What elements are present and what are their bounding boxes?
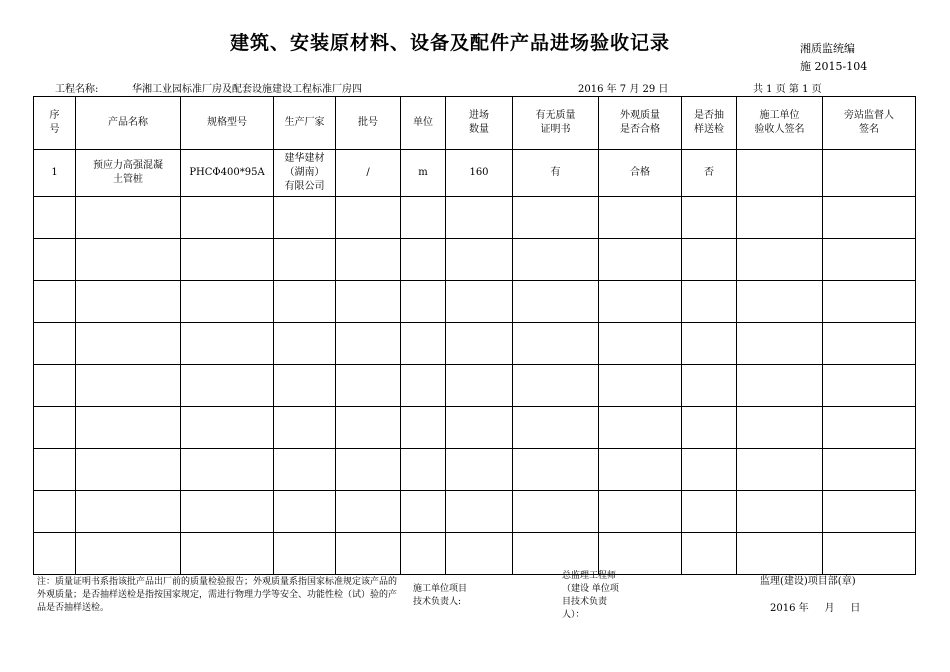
empty-cell [737, 491, 823, 533]
empty-cell [737, 365, 823, 407]
empty-cell [513, 491, 599, 533]
column-header: 批号 [336, 97, 401, 150]
empty-cell [336, 533, 401, 575]
empty-cell [34, 281, 76, 323]
empty-cell [682, 323, 737, 365]
empty-cell [737, 323, 823, 365]
empty-cell [274, 239, 336, 281]
empty-cell [401, 407, 446, 449]
empty-table-row [34, 449, 916, 491]
acceptance-table [33, 96, 916, 575]
empty-cell [181, 491, 274, 533]
empty-cell [336, 491, 401, 533]
table-header-row [34, 97, 916, 150]
empty-table-row [34, 197, 916, 239]
table-cell: 预应力高强混凝 土管桩 [76, 150, 181, 197]
empty-cell [446, 491, 513, 533]
empty-cell [513, 407, 599, 449]
empty-cell [446, 407, 513, 449]
empty-cell [599, 239, 682, 281]
empty-table-row [34, 491, 916, 533]
empty-cell [446, 197, 513, 239]
table-cell: 合格 [599, 150, 682, 197]
empty-cell [599, 533, 682, 575]
empty-cell [274, 449, 336, 491]
empty-cell [513, 449, 599, 491]
empty-table-row [34, 533, 916, 575]
empty-table-row [34, 365, 916, 407]
empty-cell [76, 239, 181, 281]
empty-cell [401, 281, 446, 323]
empty-cell [513, 533, 599, 575]
empty-cell [599, 365, 682, 407]
column-header: 是否抽 样送检 [682, 97, 737, 150]
empty-cell [513, 323, 599, 365]
empty-cell [682, 449, 737, 491]
table-cell: 160 [446, 150, 513, 197]
empty-cell [76, 407, 181, 449]
empty-cell [737, 239, 823, 281]
empty-cell [76, 323, 181, 365]
empty-cell [34, 407, 76, 449]
empty-cell [34, 239, 76, 281]
empty-cell [76, 449, 181, 491]
empty-cell [401, 533, 446, 575]
empty-cell [599, 491, 682, 533]
table-cell: 1 [34, 150, 76, 197]
project-name: 华湘工业园标准厂房及配套设施建设工程标准厂房四 [132, 84, 362, 95]
empty-cell [336, 407, 401, 449]
empty-cell [599, 281, 682, 323]
empty-cell [737, 533, 823, 575]
form-code-line2: 施 2015-104 [800, 60, 868, 73]
empty-cell [446, 449, 513, 491]
empty-table-row [34, 281, 916, 323]
empty-cell [34, 197, 76, 239]
empty-cell [274, 533, 336, 575]
empty-cell [682, 365, 737, 407]
column-header: 产品名称 [76, 97, 181, 150]
empty-cell [181, 281, 274, 323]
table-body [34, 97, 916, 575]
empty-cell [76, 197, 181, 239]
empty-cell [274, 365, 336, 407]
page-count: 共 1 页 第 1 页 [753, 84, 822, 95]
empty-cell [513, 239, 599, 281]
empty-cell [823, 281, 916, 323]
empty-cell [446, 281, 513, 323]
empty-cell [446, 533, 513, 575]
table-cell: 有 [513, 150, 599, 197]
empty-cell [823, 365, 916, 407]
construction-signature-label: 施工单位项目 技术负责人: [413, 584, 468, 607]
empty-cell [274, 323, 336, 365]
empty-cell [336, 197, 401, 239]
empty-cell [401, 365, 446, 407]
empty-cell [823, 323, 916, 365]
empty-cell [274, 197, 336, 239]
empty-cell [34, 491, 76, 533]
empty-cell [682, 281, 737, 323]
empty-cell [737, 281, 823, 323]
empty-cell [682, 407, 737, 449]
empty-cell [682, 239, 737, 281]
footnote: 注：质量证明书系指该批产品出厂前的质量检验报告；外观质量系指国家标准规定该产品的外观质量；是否抽样送检是指按国家规定，需进行物理力学等安全、功能性检（试）验的产品是否抽样送检。 [37, 577, 398, 613]
empty-cell [274, 281, 336, 323]
empty-cell [513, 365, 599, 407]
table-cell [737, 150, 823, 197]
column-header: 外观质量 是否合格 [599, 97, 682, 150]
table-cell: / [336, 150, 401, 197]
empty-cell [401, 449, 446, 491]
supervisor-signature-label: 总监理工程师 （建设 单位项 目技术负责 人）： [562, 571, 619, 620]
empty-cell [823, 491, 916, 533]
empty-cell [336, 239, 401, 281]
empty-cell [336, 323, 401, 365]
empty-cell [76, 491, 181, 533]
empty-cell [274, 407, 336, 449]
table-cell: PHCΦ400*95A [181, 150, 274, 197]
column-header: 进场 数量 [446, 97, 513, 150]
column-header: 生产厂家 [274, 97, 336, 150]
empty-cell [401, 323, 446, 365]
empty-cell [181, 323, 274, 365]
empty-table-row [34, 407, 916, 449]
table-cell: 否 [682, 150, 737, 197]
empty-cell [446, 323, 513, 365]
empty-cell [34, 449, 76, 491]
record-date: 2016 年 7 月 29 日 [578, 84, 669, 95]
empty-cell [737, 449, 823, 491]
empty-cell [599, 449, 682, 491]
empty-cell [737, 197, 823, 239]
column-header: 单位 [401, 97, 446, 150]
column-header: 有无质量 证明书 [513, 97, 599, 150]
empty-cell [336, 281, 401, 323]
empty-cell [823, 449, 916, 491]
empty-cell [336, 365, 401, 407]
empty-cell [682, 491, 737, 533]
empty-table-row [34, 323, 916, 365]
empty-cell [181, 239, 274, 281]
empty-cell [336, 449, 401, 491]
empty-cell [513, 281, 599, 323]
table-cell [823, 150, 916, 197]
empty-cell [76, 533, 181, 575]
empty-cell [401, 197, 446, 239]
column-header: 施工单位 验收人签名 [737, 97, 823, 150]
empty-cell [181, 365, 274, 407]
supervision-department-seal: 监理(建设)项目部(章) [760, 576, 856, 587]
table-row [34, 150, 916, 197]
empty-cell [682, 533, 737, 575]
empty-cell [823, 533, 916, 575]
form-code-line1: 湘质监统编 [800, 42, 855, 55]
empty-cell [823, 197, 916, 239]
project-label: 工程名称: [55, 84, 99, 95]
empty-cell [76, 281, 181, 323]
empty-cell [34, 365, 76, 407]
table-cell: m [401, 150, 446, 197]
empty-cell [599, 323, 682, 365]
empty-cell [737, 407, 823, 449]
empty-cell [401, 491, 446, 533]
empty-cell [274, 491, 336, 533]
empty-cell [599, 407, 682, 449]
empty-table-row [34, 239, 916, 281]
column-header: 规格型号 [181, 97, 274, 150]
empty-cell [34, 323, 76, 365]
empty-cell [181, 407, 274, 449]
empty-cell [76, 365, 181, 407]
empty-cell [446, 239, 513, 281]
empty-cell [446, 365, 513, 407]
empty-cell [34, 533, 76, 575]
column-header: 序 号 [34, 97, 76, 150]
column-header: 旁站监督人 签名 [823, 97, 916, 150]
empty-cell [181, 533, 274, 575]
empty-cell [823, 407, 916, 449]
empty-cell [181, 449, 274, 491]
empty-cell [599, 197, 682, 239]
table-cell: 建华建材 （湖南） 有限公司 [274, 150, 336, 197]
empty-cell [823, 239, 916, 281]
signature-date: 2016 年 月 日 [770, 603, 861, 614]
empty-cell [401, 239, 446, 281]
empty-cell [513, 197, 599, 239]
empty-cell [682, 197, 737, 239]
page-title: 建筑、安装原材料、设备及配件产品进场验收记录 [229, 32, 670, 54]
empty-cell [181, 197, 274, 239]
